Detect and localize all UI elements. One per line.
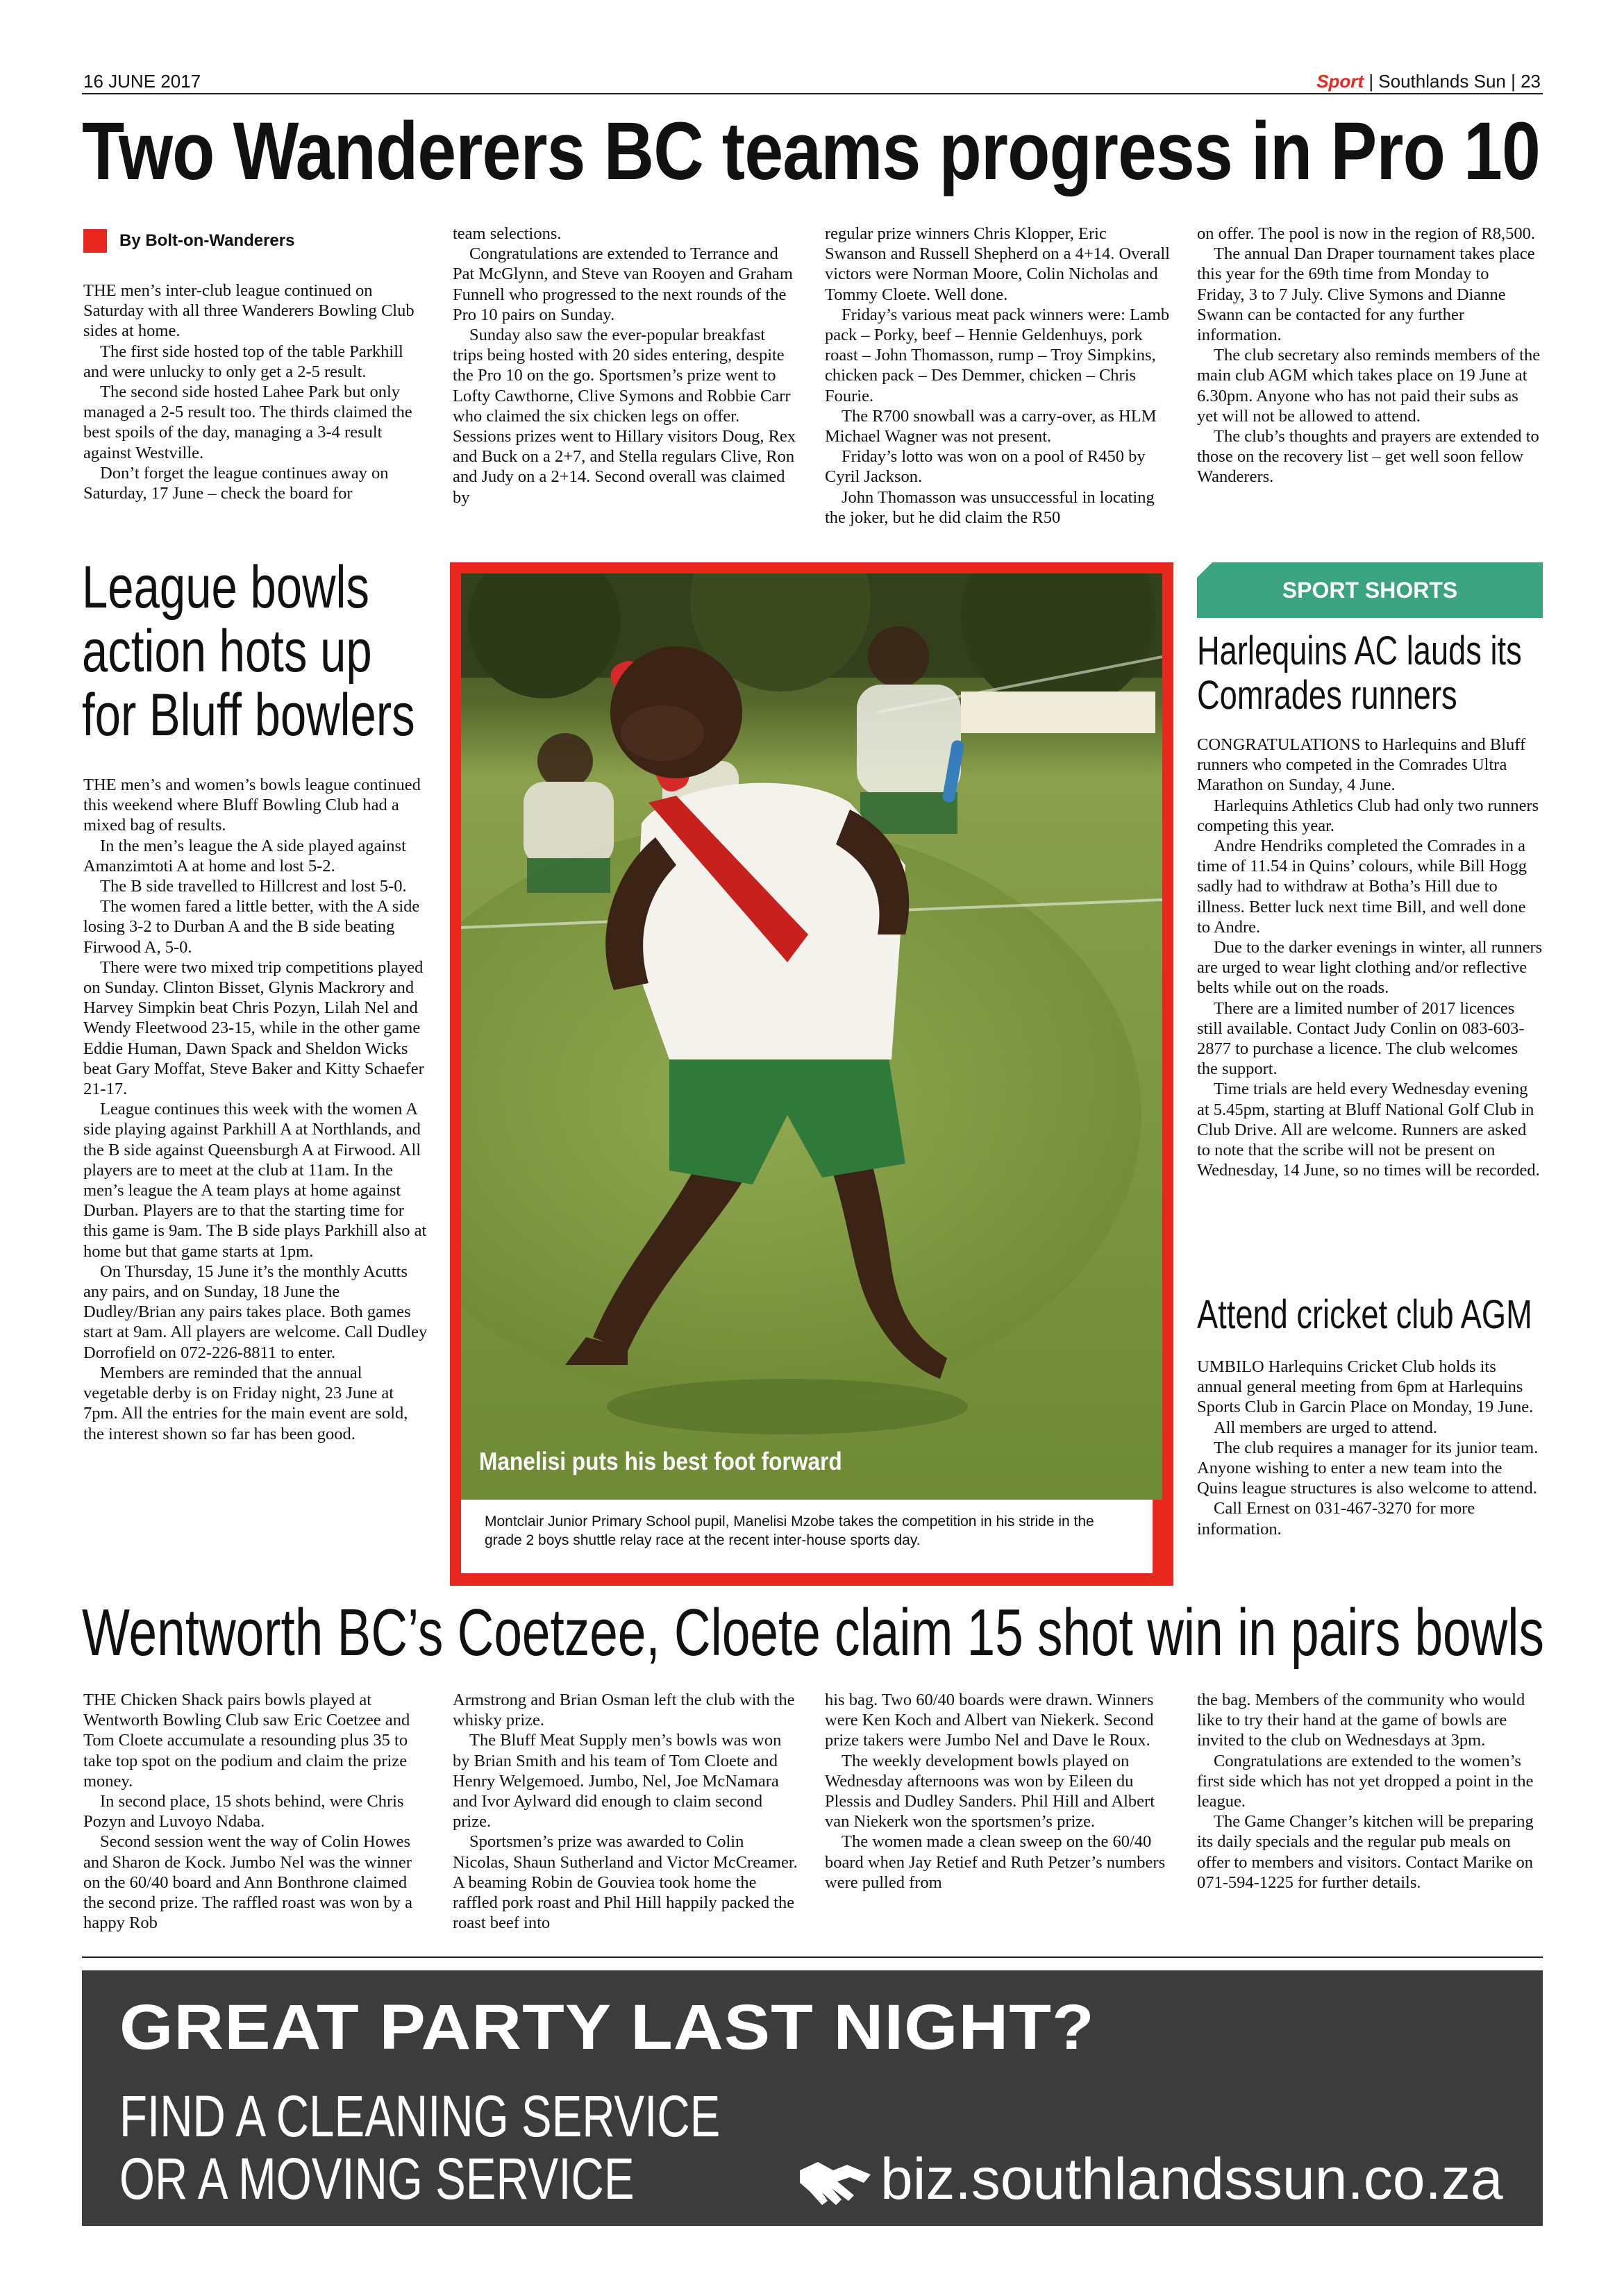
bluff-p: In the men’s league the A side played against Amanzimtoti A at home and lost 5-2. xyxy=(83,836,406,875)
lead-p: team selections. xyxy=(453,224,562,243)
harlequins-p: CONGRATULATIONS to Harlequins and Bluff runners who competed in the Comrades Ultra Marathon on Sunday, 4 June. xyxy=(1197,735,1526,795)
wentworth-p: Congratulations are extended to the women’s first side which has not yet dropped a point in the league. xyxy=(1197,1751,1534,1811)
sport-shorts-bar xyxy=(1197,562,1543,618)
byline: By Bolt-on-Wanderers xyxy=(119,231,295,250)
bluff-p: There were two mixed trip competitions played on Sunday. Clinton Bisset, Glynis Mackrory and Harvey Simpkin beat Chris Pozyn, Lilah Nel and Wendy Fleetwood 23-15, while in the other game Eddie Human, Dawn Spack and Sheldon Wicks beat Gary Moffat, Steve Baker and Kitty Schaefer 21-17. xyxy=(83,957,424,1099)
cricket-p: The club requires a manager for its junior team. Anyone wishing to enter a new team into the Quins league structures is also welcome to attend. xyxy=(1197,1438,1539,1498)
wentworth-p: The women made a clean sweep on the 60/40 board when Jay Retief and Ruth Petzer’s numbers were pulled from xyxy=(825,1832,1166,1892)
lead-p: John Thomasson was unsuccessful in locating the joker, but he did claim the R50 xyxy=(825,487,1155,527)
bluff-p: The women fared a little better, with the A side losing 3-2 to Durban A and the B side beating Firwood A, 5-0. xyxy=(83,897,420,957)
lead-col-2 xyxy=(453,224,796,508)
harlequins-headline-line: Harlequins AC lauds its xyxy=(1197,628,1522,673)
lead-p: The club secretary also reminds members of the main club AGM which takes place on 19 June at 6.30pm. Anyone who has not paid their subs as yet will not be allowed to attend. xyxy=(1197,346,1541,426)
harlequins-p: Time trials are held every Wednesday evening at 5.45pm, starting at Bluff National Golf Club in Club Drive. All are welcome. Runners are asked to note that the scribe will not be present on Wednesday, 14 June, so no times will be recorded. xyxy=(1197,1080,1540,1180)
lead-p: Friday’s various meat pack winners were: Lamb pack – Porky, beef – Hennie Geldenhuys, pork roast – John Thomasson, rump – Troy Simpkins, chicken pack – Des Demmer, chicken – Chris Fourie. xyxy=(825,305,1170,405)
wentworth-p: his bag. Two 60/40 boards were drawn. Winners were Ken Koch and Albert van Niekerk. Second prize takers were Jumbo Nel and Dave le Roux. xyxy=(825,1691,1154,1750)
lead-p: Sunday also saw the ever-popular breakfast trips being hosted with 20 sides entering, despite the Pro 10 on the go. Sportsmen’s prize went to Lofty Cawthorne, Clive Symons and Robbie Carr who claimed the six chicken legs on offer. Sessions prizes went to Hillary visitors Doug, Rex and Buck on a 2+7, and Stella regulars Clive, Ron and Judy on a 2+14. Second overall was claimed by xyxy=(453,326,796,507)
harlequins-headline xyxy=(1197,629,1614,718)
wentworth-col-3 xyxy=(825,1690,1172,1893)
harlequins-p: Harlequins Athletics Club had only two runners competing this year. xyxy=(1197,796,1539,835)
cricket-headline: Attend cricket club AGM xyxy=(1197,1292,1532,1337)
lead-p: Friday’s lotto was won on a pool of R450 by Cyril Jackson. xyxy=(825,447,1146,487)
bluff-p: League continues this week with the women A side playing against Parkhill A at Northlands, and the B side against Queensburgh A at Firwood. All players are to meet at the club at 11am. In the men’s league the A team plays at home against Durban. Players are to that the starting time for this game is 9am. The B side plays Parkhill also at home but that game starts at 1pm. xyxy=(83,1100,427,1261)
lead-p: on offer. The pool is now in the region of R8,500. xyxy=(1197,224,1535,243)
wentworth-p: Armstrong and Brian Osman left the club with the whisky prize. xyxy=(453,1691,795,1730)
photo-illustration xyxy=(461,573,1162,1500)
lead-p: The first side hosted top of the table Parkhill and were unlucky to only get a 2-5 result. xyxy=(83,342,403,381)
lead-p: Don’t forget the league continues away on Saturday, 17 June – check the board for xyxy=(83,463,389,503)
cricket-p: UMBILO Harlequins Cricket Club holds its annual general meeting from 6pm at Harlequins Sports Club in Garcin Place on Monday, 19 June. xyxy=(1197,1357,1534,1417)
wentworth-p: Second session went the way of Colin Howes and Sharon de Kock. Jumbo Nel was the winner on the 60/40 board and Ann Bonthrone claimed the second prize. The raffled roast was won by a happy Rob xyxy=(83,1832,412,1933)
lead-col-3 xyxy=(825,224,1172,528)
advert-url[interactable]: biz.southlandssun.co.za xyxy=(880,2146,1503,2211)
folio-right xyxy=(1316,71,1541,92)
harlequins-p: Andre Hendriks completed the Comrades in a time of 11.54 in Quins’ colours, while Bill Hogg sadly had to withdraw at Botha’s Hill due to illness. Better luck next time Bill, and well done to Andre. xyxy=(1197,837,1527,937)
lead-col-4 xyxy=(1197,224,1541,487)
photo-caption: Montclair Junior Primary School pupil, Manelisi Mzobe takes the competition in his stride in the grade 2 boys shuttle relay race at the recent inter-house sports day. xyxy=(485,1514,1094,1548)
bluff-headline-line: for Bluff bowlers xyxy=(82,682,415,748)
bluff-headline-line: action hots up xyxy=(82,618,372,685)
bluff-body xyxy=(83,775,430,1444)
wentworth-headline: Wentworth BC’s Coetzee, Cloete claim 15 shot win in pairs bowls xyxy=(82,1595,1544,1670)
advert-line-3: OR A MOVING SERVICE xyxy=(119,2146,635,2211)
bluff-headline-line: League bowls xyxy=(82,554,369,621)
sport-shorts-label: SPORT SHORTS xyxy=(1282,578,1458,603)
bluff-p: THE men’s and women’s bowls league continued this weekend where Bluff Bowling Club had a mixed bag of results. xyxy=(83,776,421,835)
handshake-icon xyxy=(797,2150,873,2212)
ad-top-rule xyxy=(82,1956,1543,1958)
header-rule xyxy=(82,93,1543,94)
bluff-p: Members are reminded that the annual vegetable derby is on Friday night, 23 June at 7pm. All the entries for the main event are sold, the interest shown so far has been good. xyxy=(83,1363,408,1443)
advert-banner[interactable] xyxy=(82,1970,1543,2226)
lead-headline: Two Wanderers BC teams progress in Pro 10 xyxy=(82,106,1540,197)
wentworth-p: The Bluff Meat Supply men’s bowls was won by Brian Smith and his team of Tom Cloete and Henry Welgemoed. Jumbo, Nel, Joe McNamara and Ivor Aylward did enough to claim second prize. xyxy=(453,1731,782,1832)
lead-p: Congratulations are extended to Terrance and Pat McGlynn, and Steve van Rooyen and Graham Funnell who progressed to the next rounds of the Pro 10 pairs on Sunday. xyxy=(453,244,793,324)
lead-p: The annual Dan Draper tournament takes place this year for the 69th time from Monday to Friday, 3 to 7 July. Clive Symons and Dianne Swann can be contacted for any further information. xyxy=(1197,244,1535,345)
shorts-notch xyxy=(1197,562,1212,578)
section-name: Sport xyxy=(1316,71,1364,92)
cricket-p: Call Ernest on 031-467-3270 for more information. xyxy=(1197,1499,1475,1539)
wentworth-col-4 xyxy=(1197,1690,1544,1893)
photo-title: Manelisi puts his best foot forward xyxy=(479,1447,842,1475)
wentworth-p: In second place, 15 shots behind, were Chris Pozyn and Luvoyo Ndaba. xyxy=(83,1792,404,1832)
wentworth-p: Sportsmen’s prize was awarded to Colin Nicolas, Shaun Sutherland and Victor McCreamer. A beaming Robin de Gouviea took home the raffled pork roast and Phil Hill happily packed the roast beef into xyxy=(453,1832,798,1933)
lead-col-1 xyxy=(83,280,424,503)
harlequins-p: Due to the darker evenings in winter, all runners are urged to wear light clothing and/or reflective belts while out on the roads. xyxy=(1197,938,1543,998)
photo-caption-box xyxy=(461,1500,1153,1573)
byline-marker xyxy=(83,229,107,253)
lead-p: The club’s thoughts and prayers are extended to those on the recovery list – get well soon fellow Wanderers. xyxy=(1197,427,1539,487)
wentworth-p: THE Chicken Shack pairs bowls played at Wentworth Bowling Club saw Eric Coetzee and Tom Cloete accumulate a resounding plus 35 to take top spot on the podium and claim the prize money. xyxy=(83,1691,410,1791)
advert-headline: GREAT PARTY LAST NIGHT? xyxy=(119,1992,1095,2063)
harlequins-p: There are a limited number of 2017 licences still available. Contact Judy Conlin on 083-603-2877 to purchase a licence. The club welcomes the support. xyxy=(1197,998,1525,1079)
bluff-headline xyxy=(82,555,509,747)
wentworth-col-1 xyxy=(83,1690,430,1933)
race-photo xyxy=(461,573,1162,1500)
wentworth-p: the bag. Members of the community who would like to try their hand at the game of bowls are invited to the club on Wednesdays at 3pm. xyxy=(1197,1691,1525,1750)
paper-name: | Southlands Sun | 23 xyxy=(1368,71,1541,92)
lead-p: The R700 snowball was a carry-over, as HLM Michael Wagner was not present. xyxy=(825,406,1157,446)
cricket-body xyxy=(1197,1357,1543,1539)
bluff-p: On Thursday, 15 June it’s the monthly Acutts any pairs, and on Sunday, 18 June the Dudley/Brian any pairs takes place. Both games start at 9am. All players are welcome. Call Dudley Dorrofield on 072-226-8811 to enter. xyxy=(83,1262,428,1362)
harlequins-headline-line: Comrades runners xyxy=(1197,673,1457,718)
bluff-p: The B side travelled to Hillcrest and lost 5-0. xyxy=(100,877,407,896)
cricket-p: All members are urged to attend. xyxy=(1214,1418,1438,1437)
lead-p: The second side hosted Lahee Park but only managed a 2-5 result too. The thirds claimed the best spoils of the day, managing a 3-4 result against Westville. xyxy=(83,383,412,462)
harlequins-body xyxy=(1197,735,1543,1180)
issue-date: 16 JUNE 2017 xyxy=(83,71,201,92)
lead-p: THE men’s inter-club league continued on Saturday with all three Wanderers Bowling Club sides at home. xyxy=(83,281,415,341)
wentworth-p: The Game Changer’s kitchen will be preparing its daily specials and the regular pub meals on offer to members and visitors. Contact Marike on 071-594-1225 for further details. xyxy=(1197,1812,1534,1892)
photo-box xyxy=(450,562,1173,1586)
wentworth-p: The weekly development bowls played on Wednesday afternoons was won by Eileen du Plessis and Dudley Sanders. Phil Hill and Albert van Niekerk won the sportsmen’s prize. xyxy=(825,1751,1155,1832)
lead-p: regular prize winners Chris Klopper, Eric Swanson and Russell Shepherd on a 4+14. Overall victors were Norman Moore, Colin Nicholas and Tommy Cloete. Well done. xyxy=(825,224,1170,304)
wentworth-col-2 xyxy=(453,1690,800,1933)
advert-line-2: FIND A CLEANING SERVICE xyxy=(119,2084,721,2149)
